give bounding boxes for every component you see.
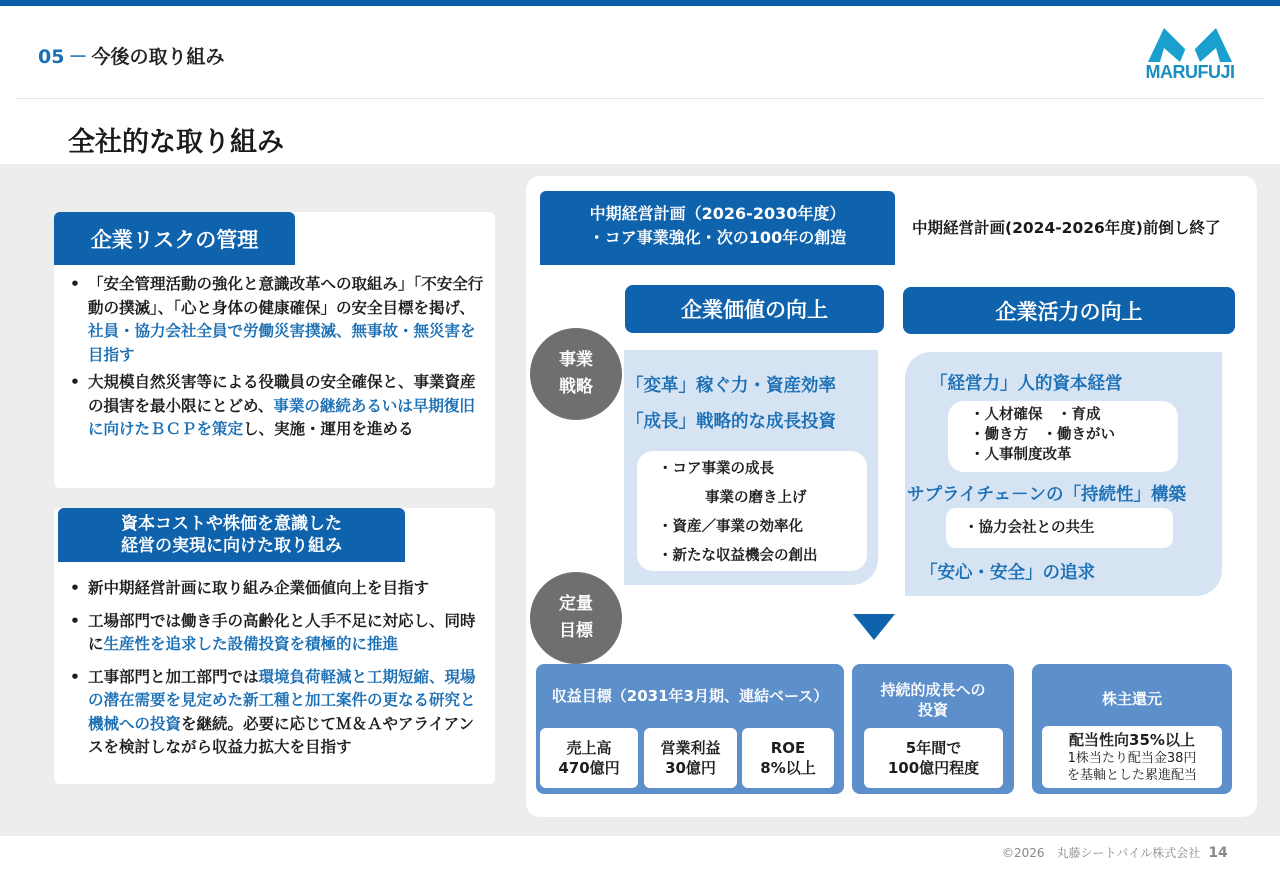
- dividend-target: 配当性向35%以上 1株当たり配当金38円 を基軸とした累進配当: [1042, 726, 1222, 788]
- section-dash: －: [68, 46, 88, 68]
- profit-target-title: 収益目標（2031年3月期、連結ベース）: [551, 687, 829, 705]
- risk-management-tab: 企業リスクの管理: [54, 212, 295, 265]
- capital-bullet-factory: • 工場部門では働き手の高齢化と人手不足に対応し、同時に生産性を追求した設備投資を積極的に推進: [66, 610, 486, 657]
- investment-target: 5年間で 100億円程度: [864, 728, 1003, 788]
- page-title: 全社的な取り組み: [68, 127, 284, 158]
- hr-items-box: ・人材確保 ・育成 ・働き方 ・働きがい ・人事制度改革: [948, 401, 1178, 472]
- management-heading: 「経営力」人的資本経営: [930, 374, 1123, 394]
- previous-plan-note: 中期経営計画(2024-2026年度)前倒し終了: [912, 219, 1221, 237]
- value-items-box: ・コア事業の成長 事業の磨き上げ ・資産／事業の効率化 ・新たな収益機会の創出: [637, 451, 867, 571]
- reform-heading: 「変革」稼ぐ力・資産効率: [626, 376, 836, 396]
- top-accent-bar: [0, 0, 1280, 6]
- growth-investment-title: 持続的成長への 投資: [880, 681, 986, 719]
- sales-target: 売上高 470億円: [540, 728, 638, 788]
- capital-bullet-construction: • 工事部門と加工部門では環境負荷軽減と工期短縮、現場の潜在需要を見定めた新工種と加工案件の更なる研究と機械への投資を継続。必要に応じてＭ＆Ａやアライアンスを検討しながら収益力拡大を目指す: [66, 666, 486, 760]
- header-divider: [16, 98, 1264, 99]
- supply-chain-heading: サプライチェ－ンの「持続性」構築: [907, 485, 1186, 505]
- capital-cost-tab: 資本コストや株価を意識した 経営の実現に向けた取り組み: [58, 508, 405, 562]
- page-number: 14: [1208, 845, 1228, 861]
- down-arrow-icon: [853, 614, 895, 640]
- section-title: 今後の取り組み: [91, 46, 225, 68]
- section-number: 05: [38, 46, 65, 68]
- corporate-value-pill: 企業価値の向上: [625, 285, 884, 333]
- shareholder-return-title: 株主還元: [1101, 690, 1162, 708]
- mid-term-plan-box: 中期経営計画（2026-2030年度） ・コア事業強化・次の100年の創造: [540, 191, 895, 265]
- section-heading: [38, 42, 224, 69]
- safety-heading: 「安心・安全」の追求: [920, 563, 1095, 583]
- business-strategy-circle: 事業 戦略: [530, 328, 622, 420]
- roe-target: ROE 8%以上: [742, 728, 834, 788]
- operating-profit-target: 営業利益 30億円: [644, 728, 737, 788]
- logo-wordmark: MARUFUJI: [1145, 62, 1235, 82]
- growth-heading: 「成長」戦略的な成長投資: [626, 412, 836, 432]
- footer: [1002, 844, 1228, 861]
- corporate-vitality-pill: 企業活力の向上: [903, 287, 1235, 334]
- risk-bullet-list: [66, 273, 486, 446]
- copyright: ©2026 丸藤シートパイル株式会社: [1002, 846, 1201, 860]
- capital-bullet-list: [66, 577, 486, 769]
- risk-bullet-safety: • 「安全管理活動の強化と意識改革への取組み」「不安全行動の撲滅」、「心と身体の健康確保」の安全目標を掲げ、社員・協力会社全員で労働災害撲滅、無事故・無災害を目指す: [66, 273, 486, 367]
- quantitative-target-circle: 定量 目標: [530, 572, 622, 664]
- partner-item-box: ・協力会社との共生: [946, 508, 1173, 548]
- capital-bullet-plan: • 新中期経営計画に取り組み企業価値向上を目指す: [66, 577, 486, 601]
- risk-bullet-bcp: • 大規模自然災害等による役職員の安全確保と、事業資産の損害を最小限にとどめ、事業の継続あるいは早期復旧に向けたＢＣＰを策定し、実施・運用を進める: [66, 371, 486, 442]
